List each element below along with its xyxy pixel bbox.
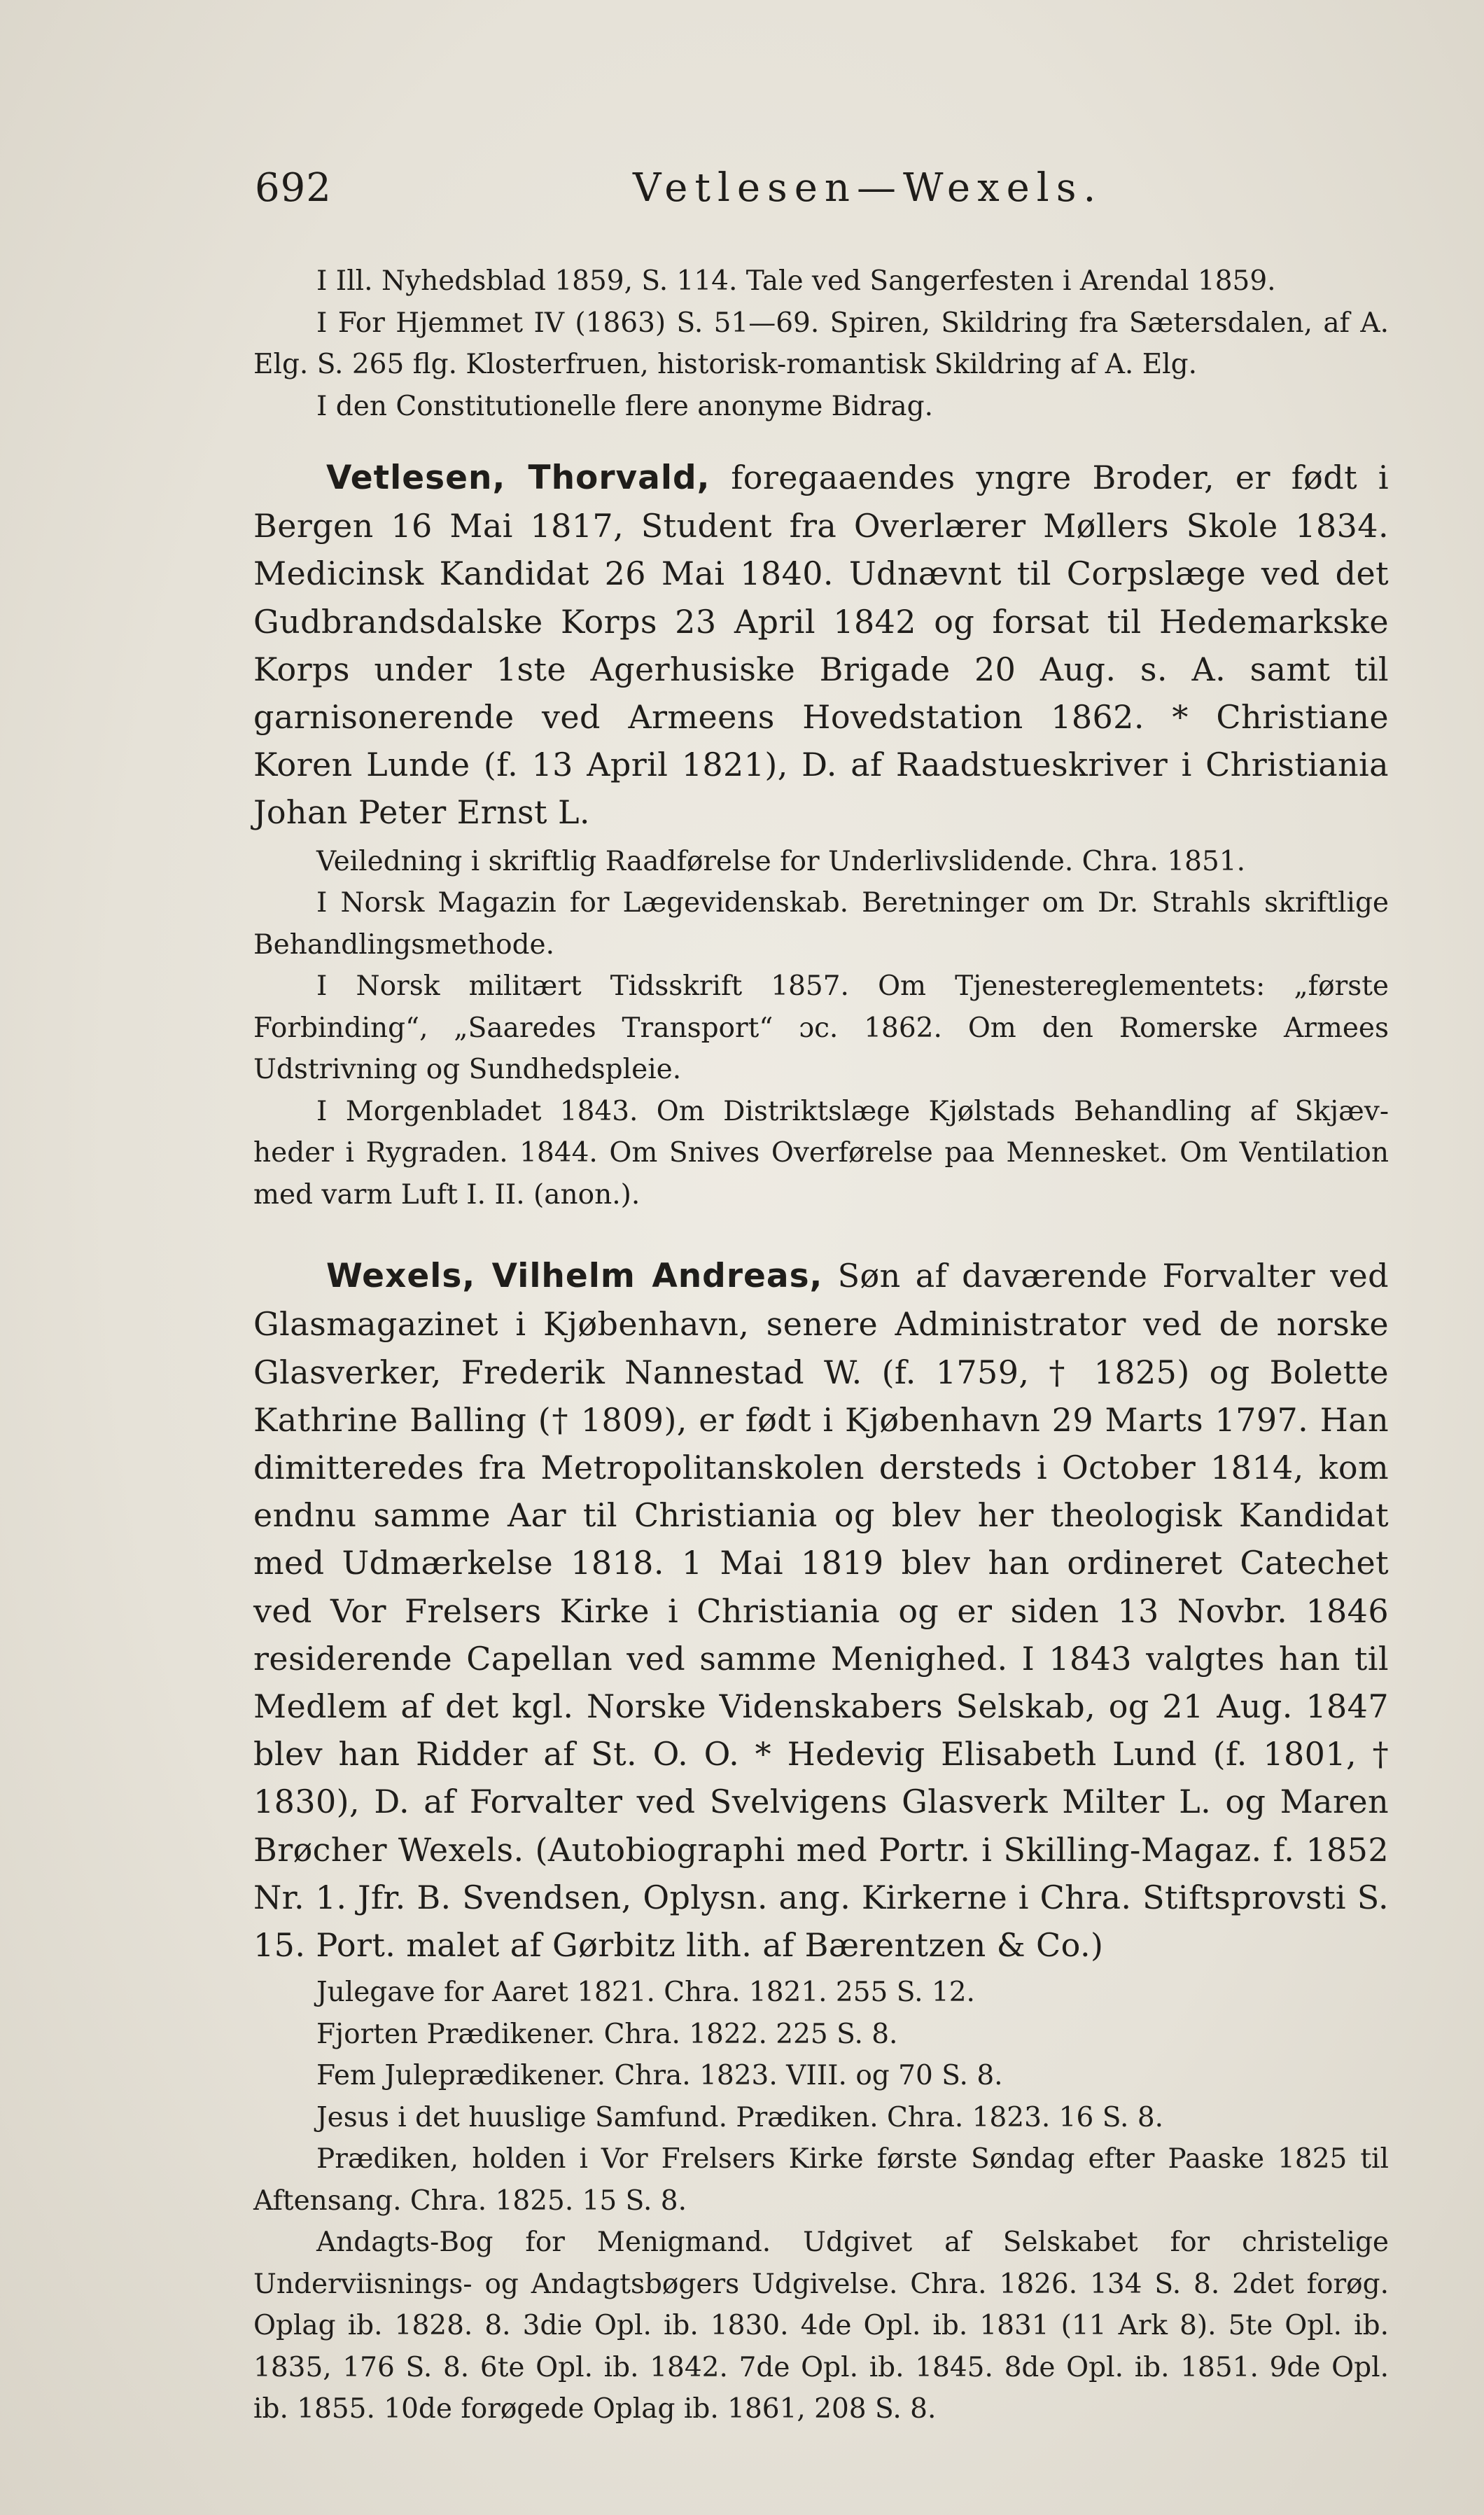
- reference-line: I den Constitutionelle flere anonyme Bidrag.: [316, 390, 934, 422]
- reference-line: Julegave for Aaret 1821. Chra. 1821. 255 S. 12.: [316, 1977, 975, 2009]
- reference-line: I Morgenbladet 1843. Om Distriktslæge Kjølstads Behandling af Skjæv-heder i Rygraden. 1844. Om Snives Overførelse paa Mennesket. Om Ventilation med varm Luft I. II. (anon.).: [253, 1095, 1389, 1211]
- reference-line: I For Hjemmet IV (1863) S. 51—69. Spiren, Skildring fra Sætersdalen, af A. Elg. S. 265 flg. Klosterfruen, historisk-romantisk Skildring af A. Elg.: [253, 307, 1389, 380]
- entry-text: foregaaendes yngre Broder, er født i Bergen 16 Mai 1817, Student fra Overlærer Møllers Skole 1834. Medicinsk Kandidat 26 Mai 1840. Udnævnt til Corpslæge ved det Gudbrandsdalske Korps 23 April 1842 og forsat til Hedemarkske Korps under 1ste Agerhusiske Brigade 20 Aug. s. A. samt til garnisonerende ved Armeens Hovedstation 1862. * Christiane Koren Lunde (f. 13 April 1821), D. af Raadstueskriver i Christiania Johan Peter Ernst L.: [253, 459, 1389, 832]
- running-title: Vetlesen—Wexels.: [633, 165, 1103, 211]
- reference-line: Fjorten Prædikener. Chra. 1822. 225 S. 8.: [316, 2018, 898, 2050]
- biography-entry-vetlesen: [253, 454, 1389, 1215]
- reference-line: Fem Juleprædikener. Chra. 1823. VIII. og 70 S. 8.: [316, 2060, 1003, 2092]
- entry-references: [253, 1972, 1389, 2430]
- entry-paragraph: [253, 1252, 1389, 1969]
- reference-line: Andagts-Bog for Menigmand. Udgivet af Selskabet for christelige Underviisnings- og Andagtsbøgers Udgivelse. Chra. 1826. 134 S. 8. 2det forøg. Oplag ib. 1828. 8. 3die Opl. ib. 1830. 4de Opl. ib. 1831 (11 Ark 8). 5te Opl. ib. 1835, 176 S. 8. 6te Opl. ib. 1842. 7de Opl. ib. 1845. 8de Opl. ib. 1851. 9de Opl. ib. 1855. 10de forøgede Oplag ib. 1861, 208 S. 8.: [253, 2227, 1389, 2425]
- reference-line: I Norsk militært Tidsskrift 1857. Om Tjenestereglementets: „første Forbinding“, „Saaredes Transport“ ɔc. 1862. Om den Romerske Armees Udstrivning og Sundhedspleie.: [253, 970, 1389, 1086]
- intro-references: [253, 260, 1389, 427]
- reference-line: Jesus i det huuslige Samfund. Prædiken. Chra. 1823. 16 S. 8.: [316, 2101, 1164, 2133]
- biography-entry-wexels: [253, 1252, 1389, 2430]
- entry-references: [253, 841, 1389, 1216]
- reference-line: Veiledning i skriftlig Raadførelse for Underlivslidende. Chra. 1851.: [316, 845, 1245, 877]
- entry-paragraph: [253, 454, 1389, 837]
- page-number: 692: [255, 165, 332, 211]
- entry-text: Søn af daværende Forvalter ved Glasmagazinet i Kjøbenhavn, senere Administrator ved de norske Glasverker, Frederik Nannestad W. (f. 1759, † 1825) og Bolette Kathrine Balling († 1809), er født i Kjøbenhavn 29 Marts 1797. Han dimitteredes fra Metropolitanskolen dersteds i October 1814, kom endnu samme Aar til Christiania og blev her theologisk Kandidat med Udmærkelse 1818. 1 Mai 1819 blev han ordineret Catechet ved Vor Frelsers Kirke i Christiania og er siden 13 Novbr. 1846 residerende Capellan ved samme Menighed. I 1843 valgtes han til Medlem af det kgl. Norske Videnskabers Selskab, og 21 Aug. 1847 blev han Ridder af St. O. O. * Hedevig Elisabeth Lund (f. 1801, † 1830), D. af Forvalter ved Svelvigens Glasverk Milter L. og Maren Brøcher Wexels. (Autobiographi med Portr. i Skilling-Magaz. f. 1852 Nr. 1. Jfr. B. Svendsen, Oplysn. ang. Kirkerne i Chra. Stiftsprovsti S. 15. Port. malet af Gørbitz lith. af Bærentzen & Co.): [253, 1257, 1390, 1964]
- page-header: [255, 162, 1389, 218]
- reference-line: Prædiken, holden i Vor Frelsers Kirke første Søndag efter Paaske 1825 til Aftensang. Chra. 1825. 15 S. 8.: [253, 2143, 1389, 2217]
- reference-line: I Norsk Magazin for Lægevidenskab. Beretninger om Dr. Strahls skriftlige Behandlingsmethode.: [253, 887, 1389, 961]
- page-content: [253, 260, 1389, 2430]
- entry-name: Vetlesen, Thorvald,: [326, 459, 710, 497]
- reference-line: I Ill. Nyhedsblad 1859, S. 114. Tale ved Sangerfesten i Arendal 1859.: [316, 265, 1276, 297]
- entry-name: Wexels, Vilhelm Andreas,: [326, 1257, 823, 1296]
